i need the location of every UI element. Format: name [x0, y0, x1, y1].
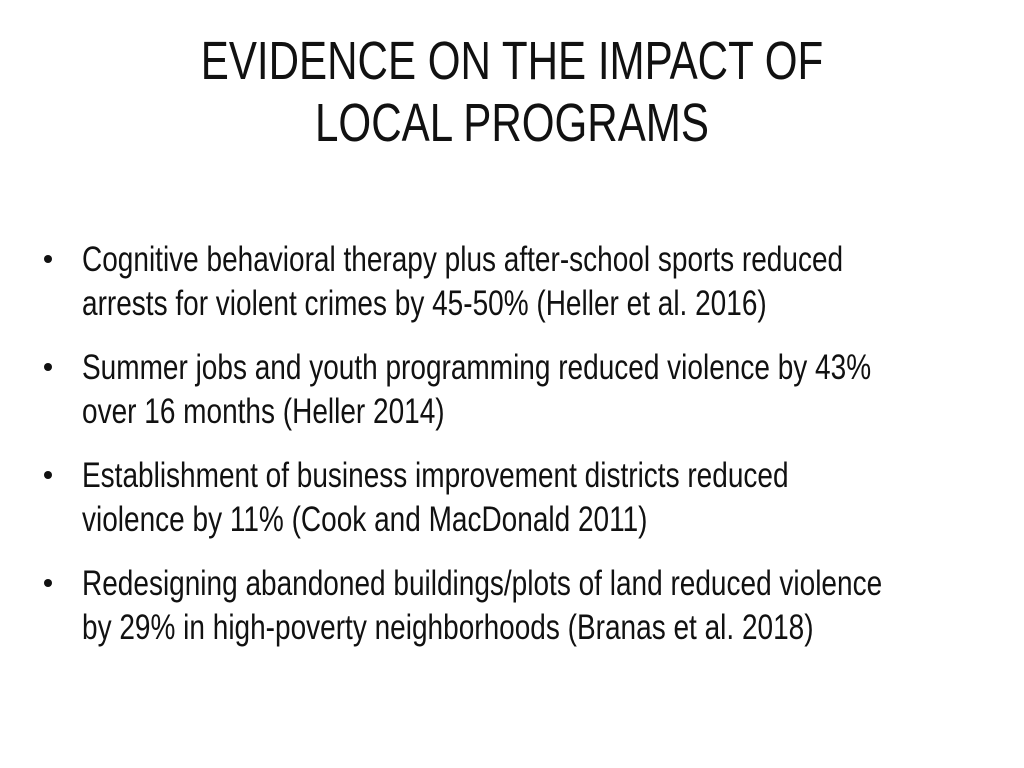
bullet-item: [40, 346, 1000, 434]
bullet-icon: [44, 255, 52, 263]
bullet-item: [40, 454, 1000, 542]
bullet-line: violence by 11% (Cook and MacDonald 2011): [82, 500, 648, 539]
bullet-line: arrests for violent crimes by 45-50% (Heller et al. 2016): [82, 284, 767, 323]
bullet-line: Summer jobs and youth programming reduced violence by 43%: [82, 348, 872, 387]
bullet-line: over 16 months (Heller 2014): [82, 392, 445, 431]
bullet-item: [40, 562, 1000, 650]
bullet-line: Establishment of business improvement districts reduced: [82, 456, 789, 495]
bullet-line: Redesigning abandoned buildings/plots of land reduced violence: [82, 564, 883, 603]
bullet-icon: [44, 363, 52, 371]
bullet-icon: [44, 471, 52, 479]
bullet-text: [82, 454, 962, 542]
bullet-item: [40, 238, 1000, 326]
slide-title: EVIDENCE ON THE IMPACT OF LOCAL PROGRAMS: [200, 31, 824, 153]
bullet-text: [82, 346, 962, 434]
bullet-list: [40, 238, 1000, 670]
bullet-line: Cognitive behavioral therapy plus after-school sports reduced: [82, 240, 844, 279]
bullet-line: by 29% in high-poverty neighborhoods (Branas et al. 2018): [82, 608, 814, 647]
bullet-icon: [44, 579, 52, 587]
bullet-text: [82, 562, 962, 650]
bullet-text: [82, 238, 962, 326]
